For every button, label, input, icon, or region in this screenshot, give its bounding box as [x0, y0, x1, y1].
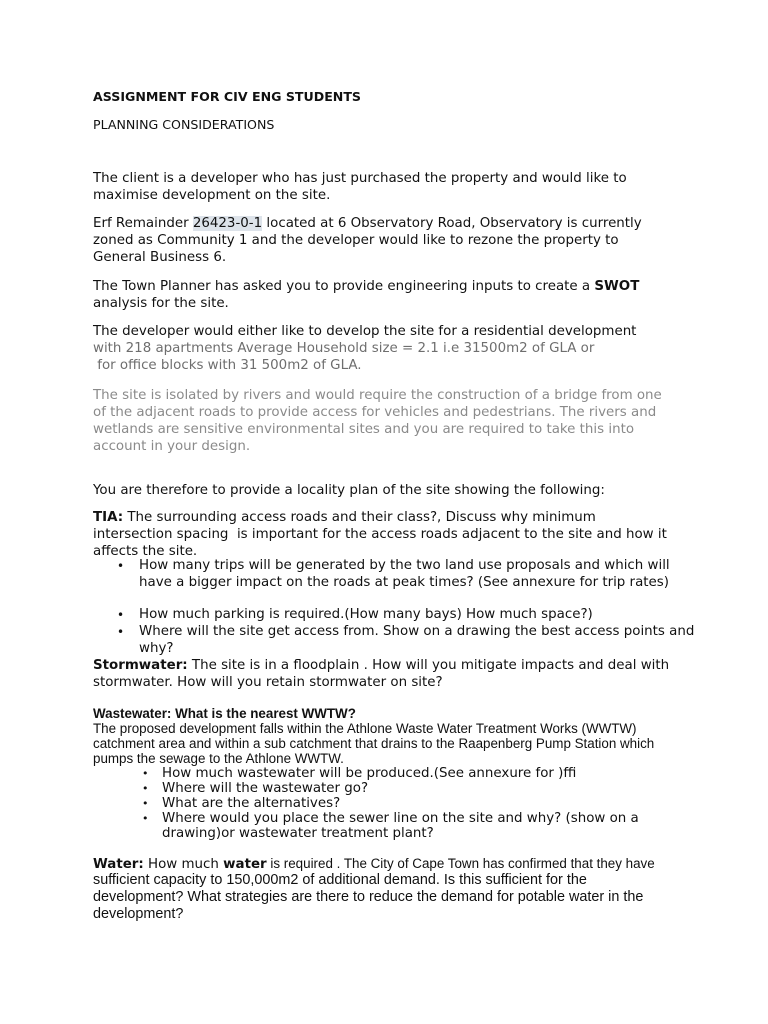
water-text-2: is required . The City of Cape Town has confirmed that they have	[266, 856, 655, 871]
developer-line-2: with 218 apartments Average Household size = 2.1 i.e 31500m2 of GLA or	[93, 341, 595, 356]
water-term: water	[223, 857, 267, 872]
tia-paragraph	[93, 509, 673, 560]
town-planner-suffix: analysis for the site.	[93, 296, 229, 311]
tia-label: TIA:	[93, 510, 124, 525]
paragraph-developer	[93, 323, 673, 374]
document-title: ASSIGNMENT FOR CIV ENG STUDENTS	[93, 89, 361, 104]
stormwater-text: The site is in a floodplain . How will you mitigate impacts and deal with stormwater. How will you retain stormwater on site?	[93, 658, 670, 690]
wastewater-bullet-item	[142, 796, 682, 811]
bullet-icon: •	[142, 767, 149, 780]
water-label: Water:	[93, 857, 144, 872]
wastewater-bullet-item	[142, 766, 682, 781]
paragraph-erf	[93, 215, 673, 266]
bullet-icon: •	[117, 625, 125, 639]
water-text-1: How much	[143, 857, 224, 872]
swot-term: SWOT	[594, 279, 640, 294]
bullet-icon: •	[142, 797, 149, 810]
tia-text: The surrounding access roads and their class?, Discuss why minimum intersection spacing is important for the access roads adjacent to the site and how it affects the site.	[93, 510, 672, 559]
wastewater-heading: Wastewater: What is the nearest WWTW?	[93, 706, 356, 721]
stormwater-label: Stormwater:	[93, 658, 188, 673]
town-planner-prefix: The Town Planner has asked you to provide engineering inputs to create a	[93, 279, 595, 294]
tia-bullet-text: Where will the site get access from. Show on a drawing the best access points and why?	[139, 624, 695, 656]
water-paragraph	[93, 855, 673, 873]
wastewater-bullet-item	[142, 811, 682, 841]
paragraph-locality-plan: You are therefore to provide a locality plan of the site showing the following:	[93, 483, 605, 498]
water-paragraph-continued: sufficient capacity to 150,000m2 of additional demand. Is this sufficient for the development? What strategies are there to reduce the demand for potable water in the development?	[93, 872, 644, 922]
erf-prefix: Erf Remainder	[93, 216, 193, 231]
wastewater-bullet-text: Where would you place the sewer line on the site and why? (show on a drawing)or wastewater treatment plant?	[162, 811, 639, 841]
tia-bullet-item	[117, 624, 699, 657]
wastewater-bullet-text: What are the alternatives?	[162, 796, 341, 811]
tia-bullet-item	[117, 607, 699, 624]
tia-bullet-item	[117, 558, 699, 591]
tia-bullet-text: How many trips will be generated by the two land use proposals and which will have a bigger impact on the roads at peak times? (See annexure for trip rates)	[139, 558, 670, 590]
paragraph-client: The client is a developer who has just purchased the property and would like to maximise development on the site.	[93, 171, 627, 203]
developer-line-1: The developer would either like to develop the site for a residential development	[93, 324, 637, 339]
wastewater-paragraph: The proposed development falls within the Athlone Waste Water Treatment Works (WWTW) catchment area and within a sub catchment that drains to the Raapenberg Pump Station which pumps the sewage to the Athlone WWTW.	[93, 721, 655, 766]
tia-bullet-text: How much parking is required.(How many bays) How much space?)	[139, 607, 593, 622]
bullet-icon: •	[142, 782, 149, 795]
paragraph-site-isolated: The site is isolated by rivers and would require the construction of a bridge from one of the adjacent roads to provide access for vehicles and pedestrians. The rivers and wetlands are sensitive environmental sites and you are required to take this into account in your design.	[93, 388, 662, 454]
wastewater-bullet-text: Where will the wastewater go?	[162, 781, 369, 796]
erf-number: 26423-0-1	[192, 216, 263, 231]
document-subtitle: PLANNING CONSIDERATIONS	[93, 117, 275, 132]
wastewater-bullet-item	[142, 781, 682, 796]
developer-line-3: for office blocks with 31 500m2 of GLA.	[93, 358, 362, 373]
stormwater-paragraph	[93, 657, 673, 691]
bullet-icon: •	[117, 559, 125, 573]
wastewater-bullet-text: How much wastewater will be produced.(See annexure for )ffi	[162, 766, 577, 781]
bullet-icon: •	[142, 812, 149, 825]
erf-suffix: located at 6 Observatory Road, Observatory is currently zoned as Community 1 and the developer would like to rezone the property to General Business 6.	[93, 216, 642, 265]
bullet-icon: •	[117, 608, 125, 622]
paragraph-town-planner	[93, 278, 673, 312]
